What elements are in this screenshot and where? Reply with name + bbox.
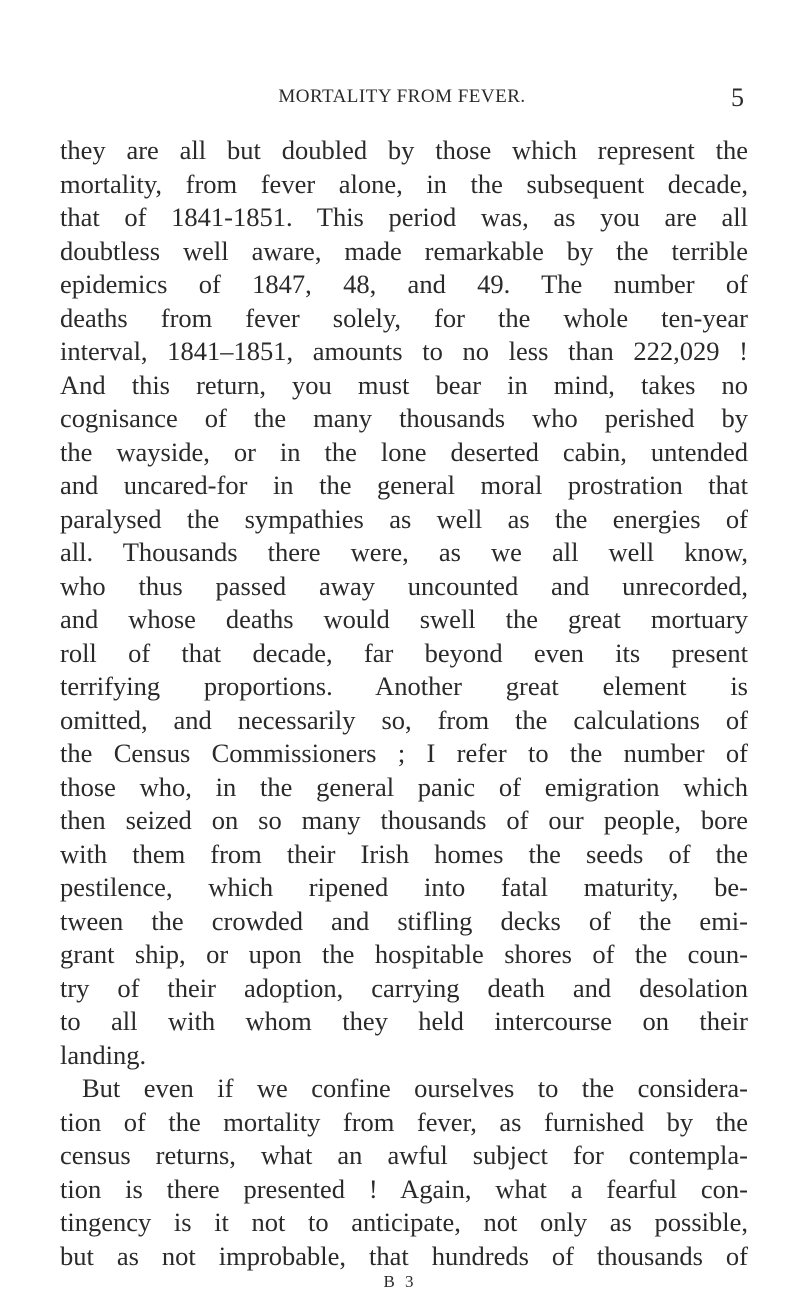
text-line: the wayside, or in the lone deserted cabin, untended: [60, 436, 748, 467]
text-line: grant ship, or upon the hospitable shores of the coun-: [60, 939, 748, 969]
text-line: census returns, what an awful subject for contempla-: [60, 1140, 748, 1170]
text-line: terrifying proportions. Another great element is: [60, 671, 748, 701]
text-line: paralysed the sympathies as well as the energies of: [60, 503, 748, 534]
running-head: [60, 83, 744, 116]
text-line: But even if we confine ourselves to the considera-: [82, 1073, 748, 1103]
text-line: doubtless well aware, made remarkable by the terrible: [60, 235, 748, 266]
text-line: all. Thousands there were, as we all well know,: [60, 537, 748, 567]
text-line: tingency is it not to anticipate, not only as possible,: [60, 1207, 748, 1237]
text-line: omitted, and necessarily so, from the calculations of: [60, 704, 748, 735]
text-line: cognisance of the many thousands who perished by: [60, 403, 748, 433]
text-line: and whose deaths would swell the great mortuary: [60, 604, 748, 634]
text-line: who thus passed away uncounted and unrecorded,: [60, 570, 748, 601]
text-line: the Census Commissioners ; I refer to the number of: [60, 738, 748, 768]
text-line: tion is there presented ! Again, what a fearful con-: [60, 1173, 748, 1204]
text-line: mortality, from fever alone, in the subsequent decade,: [60, 168, 748, 199]
text-line: then seized on so many thousands of our people, bore: [60, 805, 748, 835]
text-line: tween the crowded and stifling decks of the emi-: [60, 905, 748, 936]
text-line: with them from their Irish homes the seeds of the: [60, 838, 748, 869]
paragraph-2: [60, 1072, 748, 1273]
body-text: [60, 134, 748, 1273]
page-number: 5: [731, 83, 744, 112]
text-line: landing.: [60, 1039, 147, 1070]
text-line: And this return, you must bear in mind, takes no: [60, 369, 748, 400]
text-line: but as not improbable, that hundreds of thousands of: [60, 1240, 748, 1271]
text-line: tion of the mortality from fever, as furnished by the: [60, 1106, 748, 1137]
text-line: deaths from fever solely, for the whole ten-year: [60, 302, 748, 333]
text-line: pestilence, which ripened into fatal maturity, be-: [60, 872, 748, 902]
text-line: and uncared-for in the general moral prostration that: [60, 470, 748, 500]
text-line: roll of that decade, far beyond even its present: [60, 637, 748, 668]
paragraph-1: [60, 134, 748, 1072]
signature-mark: B 3: [383, 1272, 417, 1291]
text-line: to all with whom they held intercourse on their: [60, 1006, 748, 1036]
text-line: that of 1841-1851. This period was, as you are all: [60, 202, 748, 232]
text-line: try of their adoption, carrying death and desolation: [60, 972, 748, 1003]
text-line: interval, 1841–1851, amounts to no less than 222,029 !: [60, 336, 748, 366]
text-line: epidemics of 1847, 48, and 49. The number of: [60, 269, 748, 299]
running-title: MORTALITY FROM FEVER.: [278, 86, 526, 107]
text-line: they are all but doubled by those which represent the: [60, 135, 748, 165]
text-line: those who, in the general panic of emigration which: [60, 771, 748, 802]
